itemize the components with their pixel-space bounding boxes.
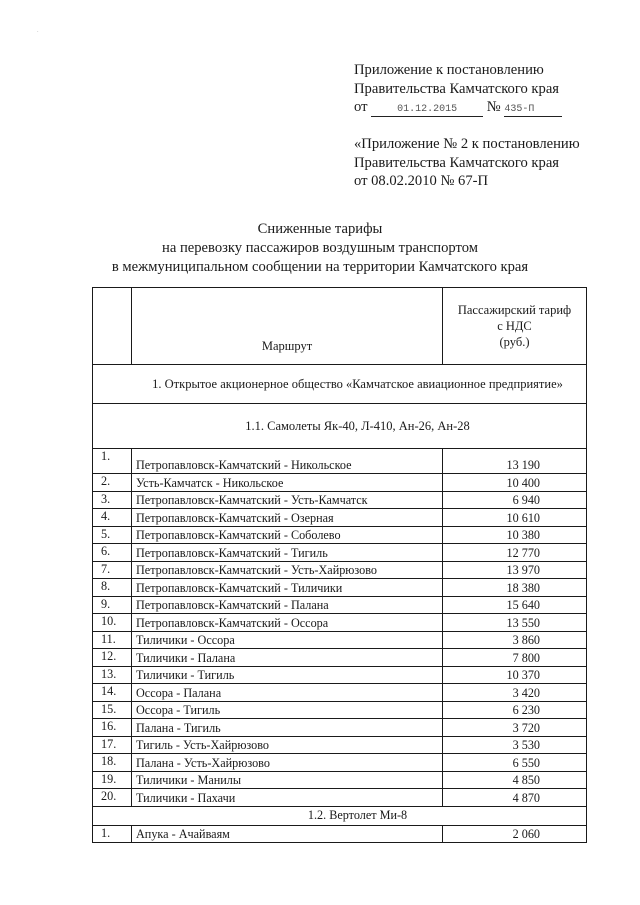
row-number: 20. bbox=[93, 789, 132, 807]
row-number: 19. bbox=[93, 771, 132, 789]
subsection-row bbox=[93, 806, 587, 825]
table-row bbox=[93, 701, 587, 719]
route-cell: Апука - Ачайваям bbox=[132, 825, 443, 843]
row-number: 11. bbox=[93, 631, 132, 649]
row-number: 6. bbox=[93, 544, 132, 562]
row-number: 13. bbox=[93, 666, 132, 684]
route-cell: Петропавловск-Камчатский - Усть-Хайрюзово bbox=[132, 561, 443, 579]
route-column-header: Маршрут bbox=[132, 288, 443, 365]
table-row bbox=[93, 771, 587, 789]
header-line-4: «Приложение № 2 к постановлению bbox=[354, 136, 580, 152]
tariff-cell: 10 370 bbox=[443, 666, 587, 684]
tariff-cell: 15 640 bbox=[443, 596, 587, 614]
table-row bbox=[93, 449, 587, 474]
row-number: 17. bbox=[93, 736, 132, 754]
route-cell: Петропавловск-Камчатский - Озерная bbox=[132, 509, 443, 527]
row-number: 3. bbox=[93, 491, 132, 509]
table-row bbox=[93, 736, 587, 754]
route-cell: Тиличики - Пахачи bbox=[132, 789, 443, 807]
tariff-cell: 4 870 bbox=[443, 789, 587, 807]
tariff-cell: 3 420 bbox=[443, 684, 587, 702]
table-row bbox=[93, 684, 587, 702]
row-number: 1. bbox=[93, 825, 132, 843]
subsection-1-2-title: 1.2. Вертолет Ми-8 bbox=[93, 806, 587, 825]
tariff-cell: 6 230 bbox=[443, 701, 587, 719]
tariff-cell: 13 550 bbox=[443, 614, 587, 632]
table-row bbox=[93, 509, 587, 527]
row-number: 15. bbox=[93, 701, 132, 719]
tariff-cell: 2 060 bbox=[443, 825, 587, 843]
scan-mark: · bbox=[37, 30, 39, 35]
route-cell: Петропавловск-Камчатский - Соболево bbox=[132, 526, 443, 544]
section-row bbox=[93, 365, 587, 404]
tariff-cell: 13 970 bbox=[443, 561, 587, 579]
table-row bbox=[93, 649, 587, 667]
route-cell: Оссора - Тигиль bbox=[132, 701, 443, 719]
header-line-3 bbox=[354, 98, 580, 117]
handwritten-date: 01.12.2015 bbox=[371, 103, 483, 117]
tariff-cell: 3 860 bbox=[443, 631, 587, 649]
tariff-cell: 6 550 bbox=[443, 754, 587, 772]
header-num-cell bbox=[93, 288, 132, 365]
route-cell: Оссора - Палана bbox=[132, 684, 443, 702]
table-row bbox=[93, 614, 587, 632]
tariff-header-line-3: (руб.) bbox=[499, 335, 530, 349]
route-cell: Петропавловск-Камчатский - Тигиль bbox=[132, 544, 443, 562]
tariff-cell: 4 850 bbox=[443, 771, 587, 789]
table-header-row bbox=[93, 288, 587, 365]
route-cell: Палана - Усть-Хайрюзово bbox=[132, 754, 443, 772]
route-cell: Петропавловск-Камчатский - Палана bbox=[132, 596, 443, 614]
section-1-title: 1. Открытое акционерное общество «Камчатское авиационное предприятие» bbox=[93, 365, 587, 404]
appendix-header bbox=[354, 61, 580, 191]
row-number: 4. bbox=[93, 509, 132, 527]
header-line-1: Приложение к постановлению bbox=[354, 62, 544, 78]
tariff-cell: 12 770 bbox=[443, 544, 587, 562]
tariff-cell: 10 380 bbox=[443, 526, 587, 544]
from-label: от bbox=[354, 99, 368, 115]
row-number: 16. bbox=[93, 719, 132, 737]
table-row bbox=[93, 491, 587, 509]
row-number: 2. bbox=[93, 474, 132, 492]
row-number: 18. bbox=[93, 754, 132, 772]
table-row bbox=[93, 596, 587, 614]
tariff-table bbox=[92, 287, 587, 843]
route-cell: Усть-Камчатск - Никольское bbox=[132, 474, 443, 492]
tariff-header-line-2: с НДС bbox=[497, 319, 532, 333]
route-cell: Петропавловск-Камчатский - Оссора bbox=[132, 614, 443, 632]
route-cell: Тиличики - Оссора bbox=[132, 631, 443, 649]
subsection-1-1-title: 1.1. Самолеты Як-40, Л-410, Ан-26, Ан-28 bbox=[93, 404, 587, 449]
header-line-5: Правительства Камчатского края bbox=[354, 154, 560, 171]
row-number: 5. bbox=[93, 526, 132, 544]
tariff-cell: 7 800 bbox=[443, 649, 587, 667]
table-row bbox=[93, 666, 587, 684]
subsection-row bbox=[93, 404, 587, 449]
table-row bbox=[93, 526, 587, 544]
document-title bbox=[0, 220, 640, 277]
table-row bbox=[93, 789, 587, 807]
tariff-cell: 10 400 bbox=[443, 474, 587, 492]
route-cell: Петропавловск-Камчатский - Никольское bbox=[132, 449, 443, 474]
table-row bbox=[93, 719, 587, 737]
row-number: 7. bbox=[93, 561, 132, 579]
route-cell: Петропавловск-Камчатский - Усть-Камчатск bbox=[132, 491, 443, 509]
table-row bbox=[93, 825, 587, 843]
table-row bbox=[93, 754, 587, 772]
tariff-cell: 10 610 bbox=[443, 509, 587, 527]
table-row bbox=[93, 561, 587, 579]
tariff-cell: 18 380 bbox=[443, 579, 587, 597]
header-line-2: Правительства Камчатского края bbox=[354, 80, 560, 97]
row-number: 9. bbox=[93, 596, 132, 614]
route-cell: Тиличики - Палана bbox=[132, 649, 443, 667]
route-cell: Тиличики - Тигиль bbox=[132, 666, 443, 684]
table-row bbox=[93, 544, 587, 562]
route-cell: Палана - Тигиль bbox=[132, 719, 443, 737]
table-row bbox=[93, 631, 587, 649]
tariff-cell: 6 940 bbox=[443, 491, 587, 509]
row-number: 12. bbox=[93, 649, 132, 667]
tariff-header-line-1: Пассажирский тариф bbox=[457, 303, 572, 317]
row-number: 14. bbox=[93, 684, 132, 702]
row-number: 10. bbox=[93, 614, 132, 632]
tariff-column-header bbox=[443, 288, 587, 365]
route-cell: Тигиль - Усть-Хайрюзово bbox=[132, 736, 443, 754]
tariff-cell: 3 720 bbox=[443, 719, 587, 737]
title-line-1: Сниженные тарифы bbox=[257, 221, 383, 237]
tariff-cell: 13 190 bbox=[443, 449, 587, 474]
row-number: 1. bbox=[93, 449, 132, 474]
table-row bbox=[93, 579, 587, 597]
handwritten-number: 435-П bbox=[504, 103, 562, 117]
table-row bbox=[93, 474, 587, 492]
row-number: 8. bbox=[93, 579, 132, 597]
number-label: № bbox=[486, 99, 501, 115]
route-cell: Петропавловск-Камчатский - Тиличики bbox=[132, 579, 443, 597]
tariff-cell: 3 530 bbox=[443, 736, 587, 754]
header-line-6: от 08.02.2010 № 67-П bbox=[354, 173, 489, 189]
title-line-2: на перевозку пассажиров воздушным транспортом bbox=[162, 240, 478, 256]
title-line-3: в межмуниципальном сообщении на территории Камчатского края bbox=[111, 259, 529, 275]
route-cell: Тиличики - Манилы bbox=[132, 771, 443, 789]
